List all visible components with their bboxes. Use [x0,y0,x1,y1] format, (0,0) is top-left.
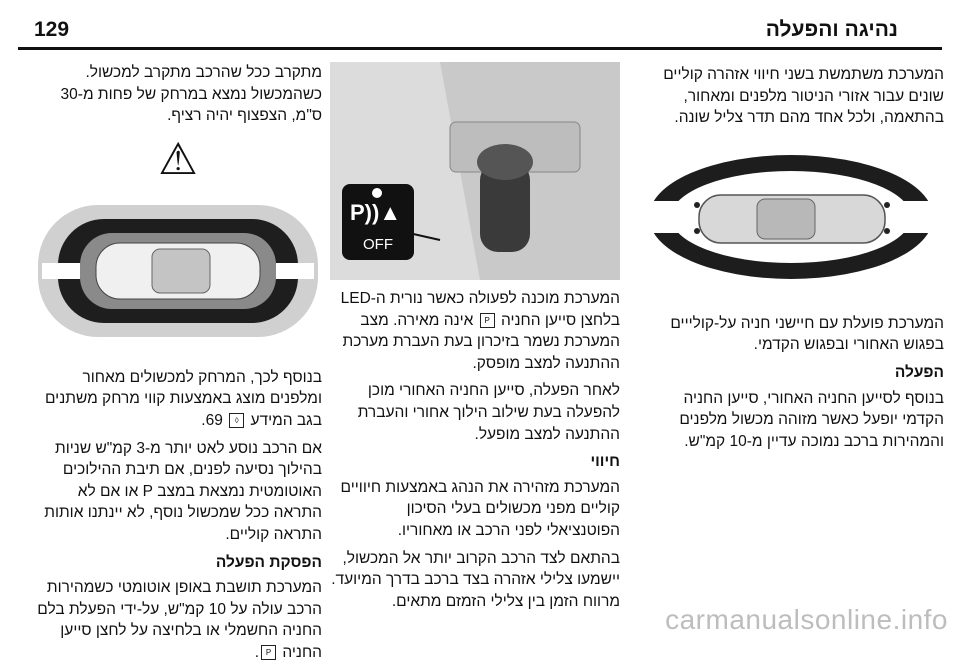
activation-paragraph: בנוסף לסייען החניה האחורי, סייען החניה הקדמי יופעל כאשר מזוהה מכשול מלפנים והמהירות ברכב נמוכה עדיין מ-10 קמ"ש. [679,389,944,450]
status-led-icon [372,188,382,198]
column-right [639,64,944,634]
ready-paragraph: המערכת מוכנה לפעולה כאשר נורית ה-LED בלחצן סייען החניה P אינה מאירה. מצב המערכת נשמר בזיכרון בעת העברת מערכת ההתנעה למצב מופסק. [340,290,620,372]
figure-caption: המערכת פועלת עם חיישני חניה על-קולייים בפגוש האחורי ובפגוש הקדמי. [670,314,944,354]
deactivation-heading: הפסקת הפעלה [215,553,322,571]
column-left [34,62,322,661]
parking-sensor-zones-illustration [639,135,944,305]
page-header [18,8,942,48]
chapter-title: נהיגה והפעלה [765,18,898,41]
watermark: carmanualsonline.info [665,604,948,635]
warning-paragraph: המערכת מזהירה את הנהג באמצעות חיוויים קוליים מפני מכשולים בעלי הסיכון הפוטנציאלי לפני הרכב או מאחוריו. [340,478,620,539]
deactivation-paragraph: המערכת תושבת באופן אוטומטי כשמהירות הרכב עולה על 10 קמ"ש, על-ידי הפעלת בלם החניה החשמלי או בלחיצה על לחצן סייען החניה P. [37,579,322,661]
activation-heading: הפעלה [894,363,944,381]
page-number: 129 [34,18,70,41]
indication-heading: חיווי [590,453,620,471]
parking-assist-icon: P [480,313,495,328]
distance-display-paragraph: בנוסף לכך, המרחק למכשולים מאחור ומלפנים מוצג באמצעות קווי מרחק משתנים בגב המידע ◊ 69. [44,368,322,429]
header-rule [18,47,942,50]
distance-zones-figure [34,187,322,367]
intro-paragraph: המערכת משתמשת בשני חיווי אזהרה קוליים שונים עבור אזורי הניטור מלפנים ומאחור, בהתאמה, ולכל אחד מהם תדר צליל שונה. [663,66,944,127]
parking-assist-button[interactable] [342,184,414,260]
parking-assist-icon-2: P [261,645,276,660]
side-tone-paragraph: בהתאם לצד הרכב הקרוב יותר אל המכשול, יישמעו צלילי אזהרה בצד ברכב בדרך המיועד. מרווח הזמן בין צלילי הזמזם מתאים. [331,549,620,610]
column-middle [330,62,620,632]
post-activation-paragraph: לאחר הפעלה, סייען החניה האחורי מוכן להפעלה בעת שילוב הילוך אחורי והעברת ההתנעה למצב מופעל. [357,382,620,443]
distance-lines-illustration [34,187,322,363]
console-photo [330,62,620,280]
parking-sensor-icon: P))▲ [350,200,402,225]
warning-triangle-icon: ⚠ [158,134,198,184]
no-signal-paragraph: אם הרכב נוסע לאט יותר מ-3 קמ"ש שניות בהילוך נסיעה לפנים, אם תיבת ההילוכים האוטומטית נמצאת במצב P או אם לא התראה ככל שמכשול נוסף, לא יינתנו אותות התראה קוליים. [44,439,322,543]
sensor-zone-figure [639,135,944,313]
continuous-tone-paragraph: מתקרב ככל שהרכב מתקרב למכשול. כשהמכשול נמצא במרחק של פחות מ-30 ס"מ, הצפצוף יהיה רציף. [60,64,322,125]
page-reference-icon: ◊ [229,413,244,428]
button-off-label: OFF [363,236,393,253]
